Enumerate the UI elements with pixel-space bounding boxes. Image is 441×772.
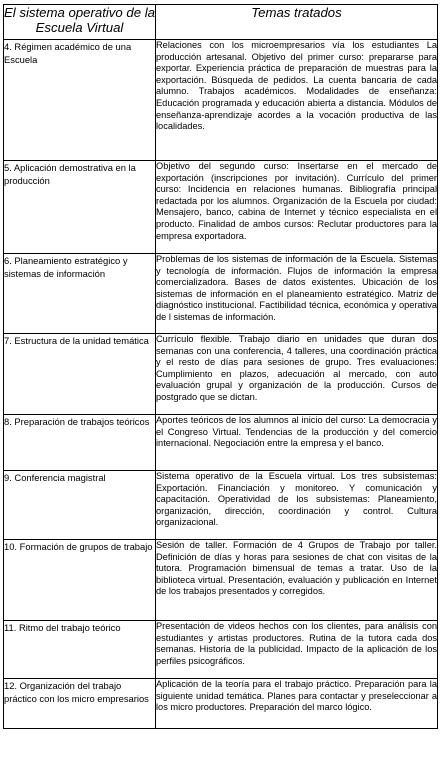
topics-cell: Presentación de videos hechos con los clientes, para análisis con estudiantes y artistas productores. Rutina de la tutora cada dos semanas. Historia de la publicidad. Impacto de la aplicación de los perfiles psicográficos. [156,621,438,679]
unit-cell: 4. Régimen académico de una Escuela [4,40,156,161]
table-row [4,254,438,334]
table-row [4,161,438,254]
topics-cell: Objetivo del segundo curso: Insertarse en el mercado de exportación (inscripciones por invitación). Currículo del primer curso: Incidencia en relaciones humanas. Bibliografía principal redactada por los alumnos. Organización de la Escuela por ciudad: Mensajero, banco, cabina de Internet y técnico especialista en el producto. Finalidad de ambos cursos: Reclutar productores para la empresa exportadora. [156,161,438,254]
topics-cell: Aportes teóricos de los alumnos al inicio del curso: La democracia y el Congreso Virtual. Tendencias de la producción y del comercio internacional. Negociación entre la empresa y el banco. [156,415,438,471]
header-topics: Temas tratados [156,5,438,40]
topics-cell: Relaciones con los microempresarios vía los estudiantes La producción artesanal. Objetivo del primer curso: prepararse para exportar. Experiencia práctica de preparación de muestras para la exportación. Búsqueda de pedidos. La cuenta bancaria de cada alumno. Trabajos académicos. Modalidades de enseñanza: Educación programada y educación abierta a distancia. Módulos de enseñanza-aprendizaje acordes a la vocación productiva de las localidades. [156,40,438,161]
unit-cell: 10. Formación de grupos de trabajo [4,540,156,621]
topics-cell: Currículo flexible. Trabajo diario en unidades que duran dos semanas con una conferencia, 4 talleres, una coordinación práctica y el resto de días para sesiones de grupo. Tres evaluaciones: Cumplimiento en plazos, adecuación al mercado, con auto evaluación grupal y organización de la producción. Cursos de postgrado que se dictan. [156,334,438,415]
table-row [4,621,438,679]
table-row [4,415,438,471]
unit-cell: 11. Ritmo del trabajo teórico [4,621,156,679]
table-header-row [4,5,438,40]
header-operating-system: El sistema operativo de la Escuela Virtual [4,5,156,40]
topics-cell: Problemas de los sistemas de información de la Escuela. Sistemas y tecnología de información. Flujos de información la empresa comercializadora. Bases de datos existentes. Ubicación de los sistemas de información en el planeamiento estratégico. Matriz de diagnóstico institucional. Factibilidad técnica, económica y operativa de l sistemas de información. [156,254,438,334]
unit-cell: 7. Estructura de la unidad temática [4,334,156,415]
topics-cell: Sesión de taller. Formación de 4 Grupos de Trabajo por taller. Definición de días y horas para sesiones de chat con visitas de la tutora. Programación bimensual de temas a tratar. Uso de la biblioteca virtual. Presentación, evaluación y publicación en Internet de los trabajos presentados y corregidos. [156,540,438,621]
unit-cell: 12. Organización del trabajo práctico con los micro empresarios [4,679,156,729]
unit-cell: 5. Aplicación demostrativa en la producción [4,161,156,254]
unit-cell: 9. Conferencia magistral [4,471,156,540]
unit-cell: 8. Preparación de trabajos teóricos [4,415,156,471]
topics-cell: Aplicación de la teoría para el trabajo práctico. Preparación para la siguiente unidad temática. Planes para contactar y preseleccionar a los micro productores. Preparación del marco lógico. [156,679,438,729]
table-row [4,334,438,415]
topics-table [3,4,438,729]
table-row [4,471,438,540]
table-row [4,40,438,161]
topics-cell: Sistema operativo de la Escuela virtual. Los tres subsistemas: Exportación. Financiación y monitoreo. Y comunicación y capacitación. Operatividad de los subsistemas: Planeamiento, organización, dirección, coordinación y control. Cultura organizacional. [156,471,438,540]
unit-cell: 6. Planeamiento estratégico y sistemas de información [4,254,156,334]
table-row [4,540,438,621]
table-row [4,679,438,729]
